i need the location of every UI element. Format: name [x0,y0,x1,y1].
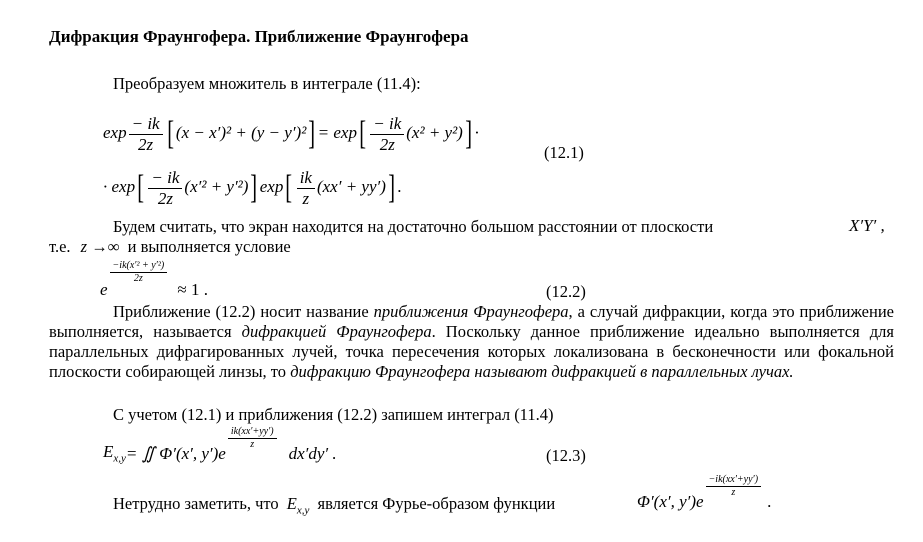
para1-text-b: и выполняется условие [127,237,291,256]
final-line [113,494,555,516]
equation-12-3 [103,426,337,464]
equation-number-12-1: (12.1) [544,143,584,162]
eq1-fraction-line2: $\frac{- ik}{2z}$ [148,168,182,208]
eq3-exponent: $\frac{ik(xx'+yy')}{z}$ [228,426,277,450]
eq1-fraction: $\frac{- ik}{2z}$ [129,114,163,154]
eq3-tail: dx′dy′ . [288,444,337,464]
para1-line2 [49,237,291,257]
final-text-a: Нетрудно заметить, что [113,494,279,513]
eq3-lhs: E [103,442,114,461]
eq3-integral: = ∬ Φ′(x′, y′)e [125,444,226,464]
equation-number-12-2: (12.2) [546,282,586,301]
z-to-infinity: z →∞ [80,237,120,256]
section-title: Дифракция Фраунгофера. Приближение Фраунгофера [49,27,469,46]
final-function [637,474,771,512]
eq1-inner2: (x′² + y′²) [184,176,249,196]
eq1-equals-exp: = exp [317,122,357,142]
para1-text-a: Будем считать, что экран находится на достаточно большом расстоянии от плоскости [113,217,714,236]
equation-number-12-3: (12.3) [546,446,586,465]
eq3-lhs-sub: x,y [113,452,126,465]
eq2-approx: ≈ 1 . [177,280,209,299]
para2-text-1: Приближение (12.2) носит название [113,302,374,321]
plane-xy-label: X′Y′ , [849,216,885,235]
eq2-base: e [100,280,108,299]
equation-12-1-line2: · exp[ $\frac{- ik}{2z}$ (x′² + y′²)] exp[ $\frac{ik}{z}$ (xx′ + yy′)] . [103,168,402,208]
eq1-inner3: (xx′ + yy′) [316,176,386,196]
equation-12-2 [100,262,208,300]
final-func-text: Φ′(x′, y′)e [637,492,704,511]
para3: С учетом (12.1) и приближения (12.2) запишем интеграл (11.4) [113,405,554,424]
eq2-exponent: $\frac{\text{−ik(x′² + y′²)}}{2z}$ [110,260,168,284]
para2-text-2: , а случай дифракции, когда это приближение выполняется, называется [49,302,894,341]
para1-text-te: т.е. [49,237,71,256]
final-exponent: $\frac{-ik(xx'+yy')}{z}$ [706,474,762,498]
para2-italic-3: дифракцию Фраунгофера называют дифракцией в параллельных лучах. [290,362,794,381]
eq1-fraction-rhs: $\frac{- ik}{2z}$ [370,114,404,154]
final-text-b: является Фурье-образом функции [317,494,556,513]
final-period: . [767,492,772,511]
para1-line1 [113,217,713,237]
para2-text-3: . Поскольку данное приближение идеально выполняется для параллельных дифрагированных лучей, точка пересечения которых локализована в бесконечности или фокальной плоскости собирающей линзы, то [49,322,894,381]
eq1-exp: exp [103,122,127,142]
eq1-fraction-ik: $\frac{ik}{z}$ [297,168,315,208]
final-e-sub: x,y [296,504,310,517]
equation-12-1-line1: exp $\frac{- ik}{2z}$ [ (x − x′)² + (y − y′)²] = exp[ $\frac{- ik}{2z}$ (x² + y²)] · [103,114,480,154]
para2 [49,302,894,382]
eq1-exp3: exp [259,176,284,196]
final-e: E [286,494,297,513]
eq1-exp2: · exp [103,176,136,196]
para2-italic-2: дифракцией Фраунгофера [241,322,432,341]
eq1-inner: (x − x′)² + (y − y′)² [175,122,307,142]
eq1-rhs-inner: (x² + y²) [406,122,463,142]
para2-italic-1: приближения Фраунгофера [373,302,569,321]
intro-text: Преобразуем множитель в интеграле (11.4): [113,74,421,93]
